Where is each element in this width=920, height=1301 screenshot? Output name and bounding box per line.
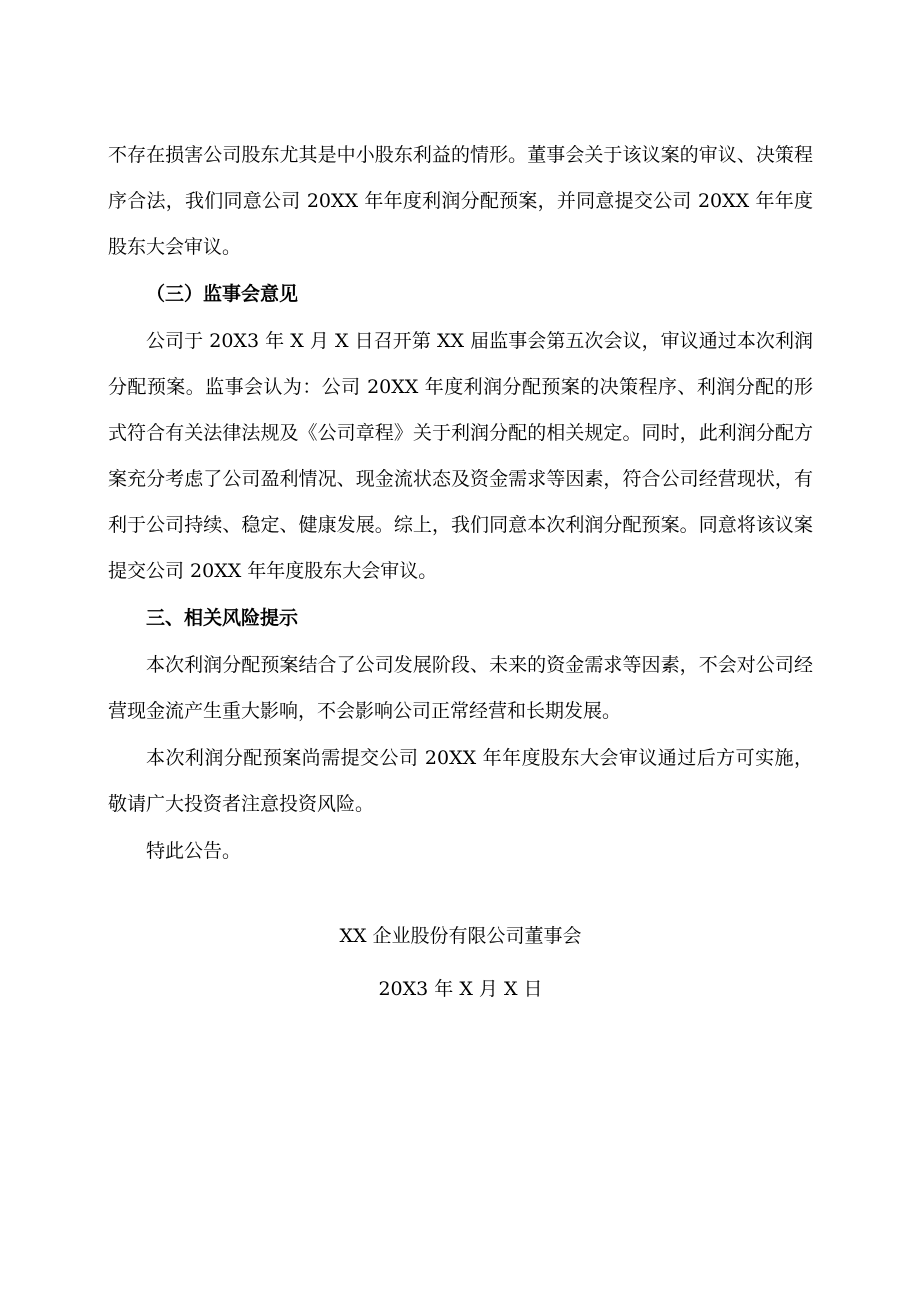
heading-supervisory-opinion: （三）监事会意见 [146,283,299,305]
paragraph-continuation: 不存在损害公司股东尤其是中小股东利益的情形。董事会关于该议案的审议、决策程序合法，我们同意公司 20XX 年年度利润分配预案，并同意提交公司 20XX 年年度股东大会审议。 [108,144,813,258]
paragraph-supervisory-opinion: 公司于 20X3 年 X 月 X 日召开第 XX 届监事会第五次会议，审议通过本次利润分配预案。监事会认为：公司 20XX 年度利润分配预案的决策程序、利润分配的形式符合有关法律法规及《公司章程》关于利润分配的相关规定。同时，此利润分配方案充分考虑了公司盈利情况、现金流状态及资金需求等因素，符合公司经营现状，有利于公司持续、稳定、健康发展。综上，我们同意本次利润分配预案。同意将该议案提交公司 20XX 年年度股东大会审议。 [108,330,813,582]
paragraph-risk-2: 本次利润分配预案尚需提交公司 20XX 年年度股东大会审议通过后方可实施，敬请广大投资者注意投资风险。 [108,747,813,815]
paragraph-closing: 特此公告。 [146,840,242,862]
signature-date: 20X3 年 X 月 X 日 [378,978,543,1000]
paragraph-risk-1: 本次利润分配预案结合了公司发展阶段、未来的资金需求等因素，不会对公司经营现金流产生重大影响，不会影响公司正常经营和长期发展。 [108,654,813,722]
document-body [108,132,813,874]
heading-risk-notice: 三、相关风险提示 [146,607,299,629]
signature-company: XX 企业股份有限公司董事会 [339,925,582,947]
